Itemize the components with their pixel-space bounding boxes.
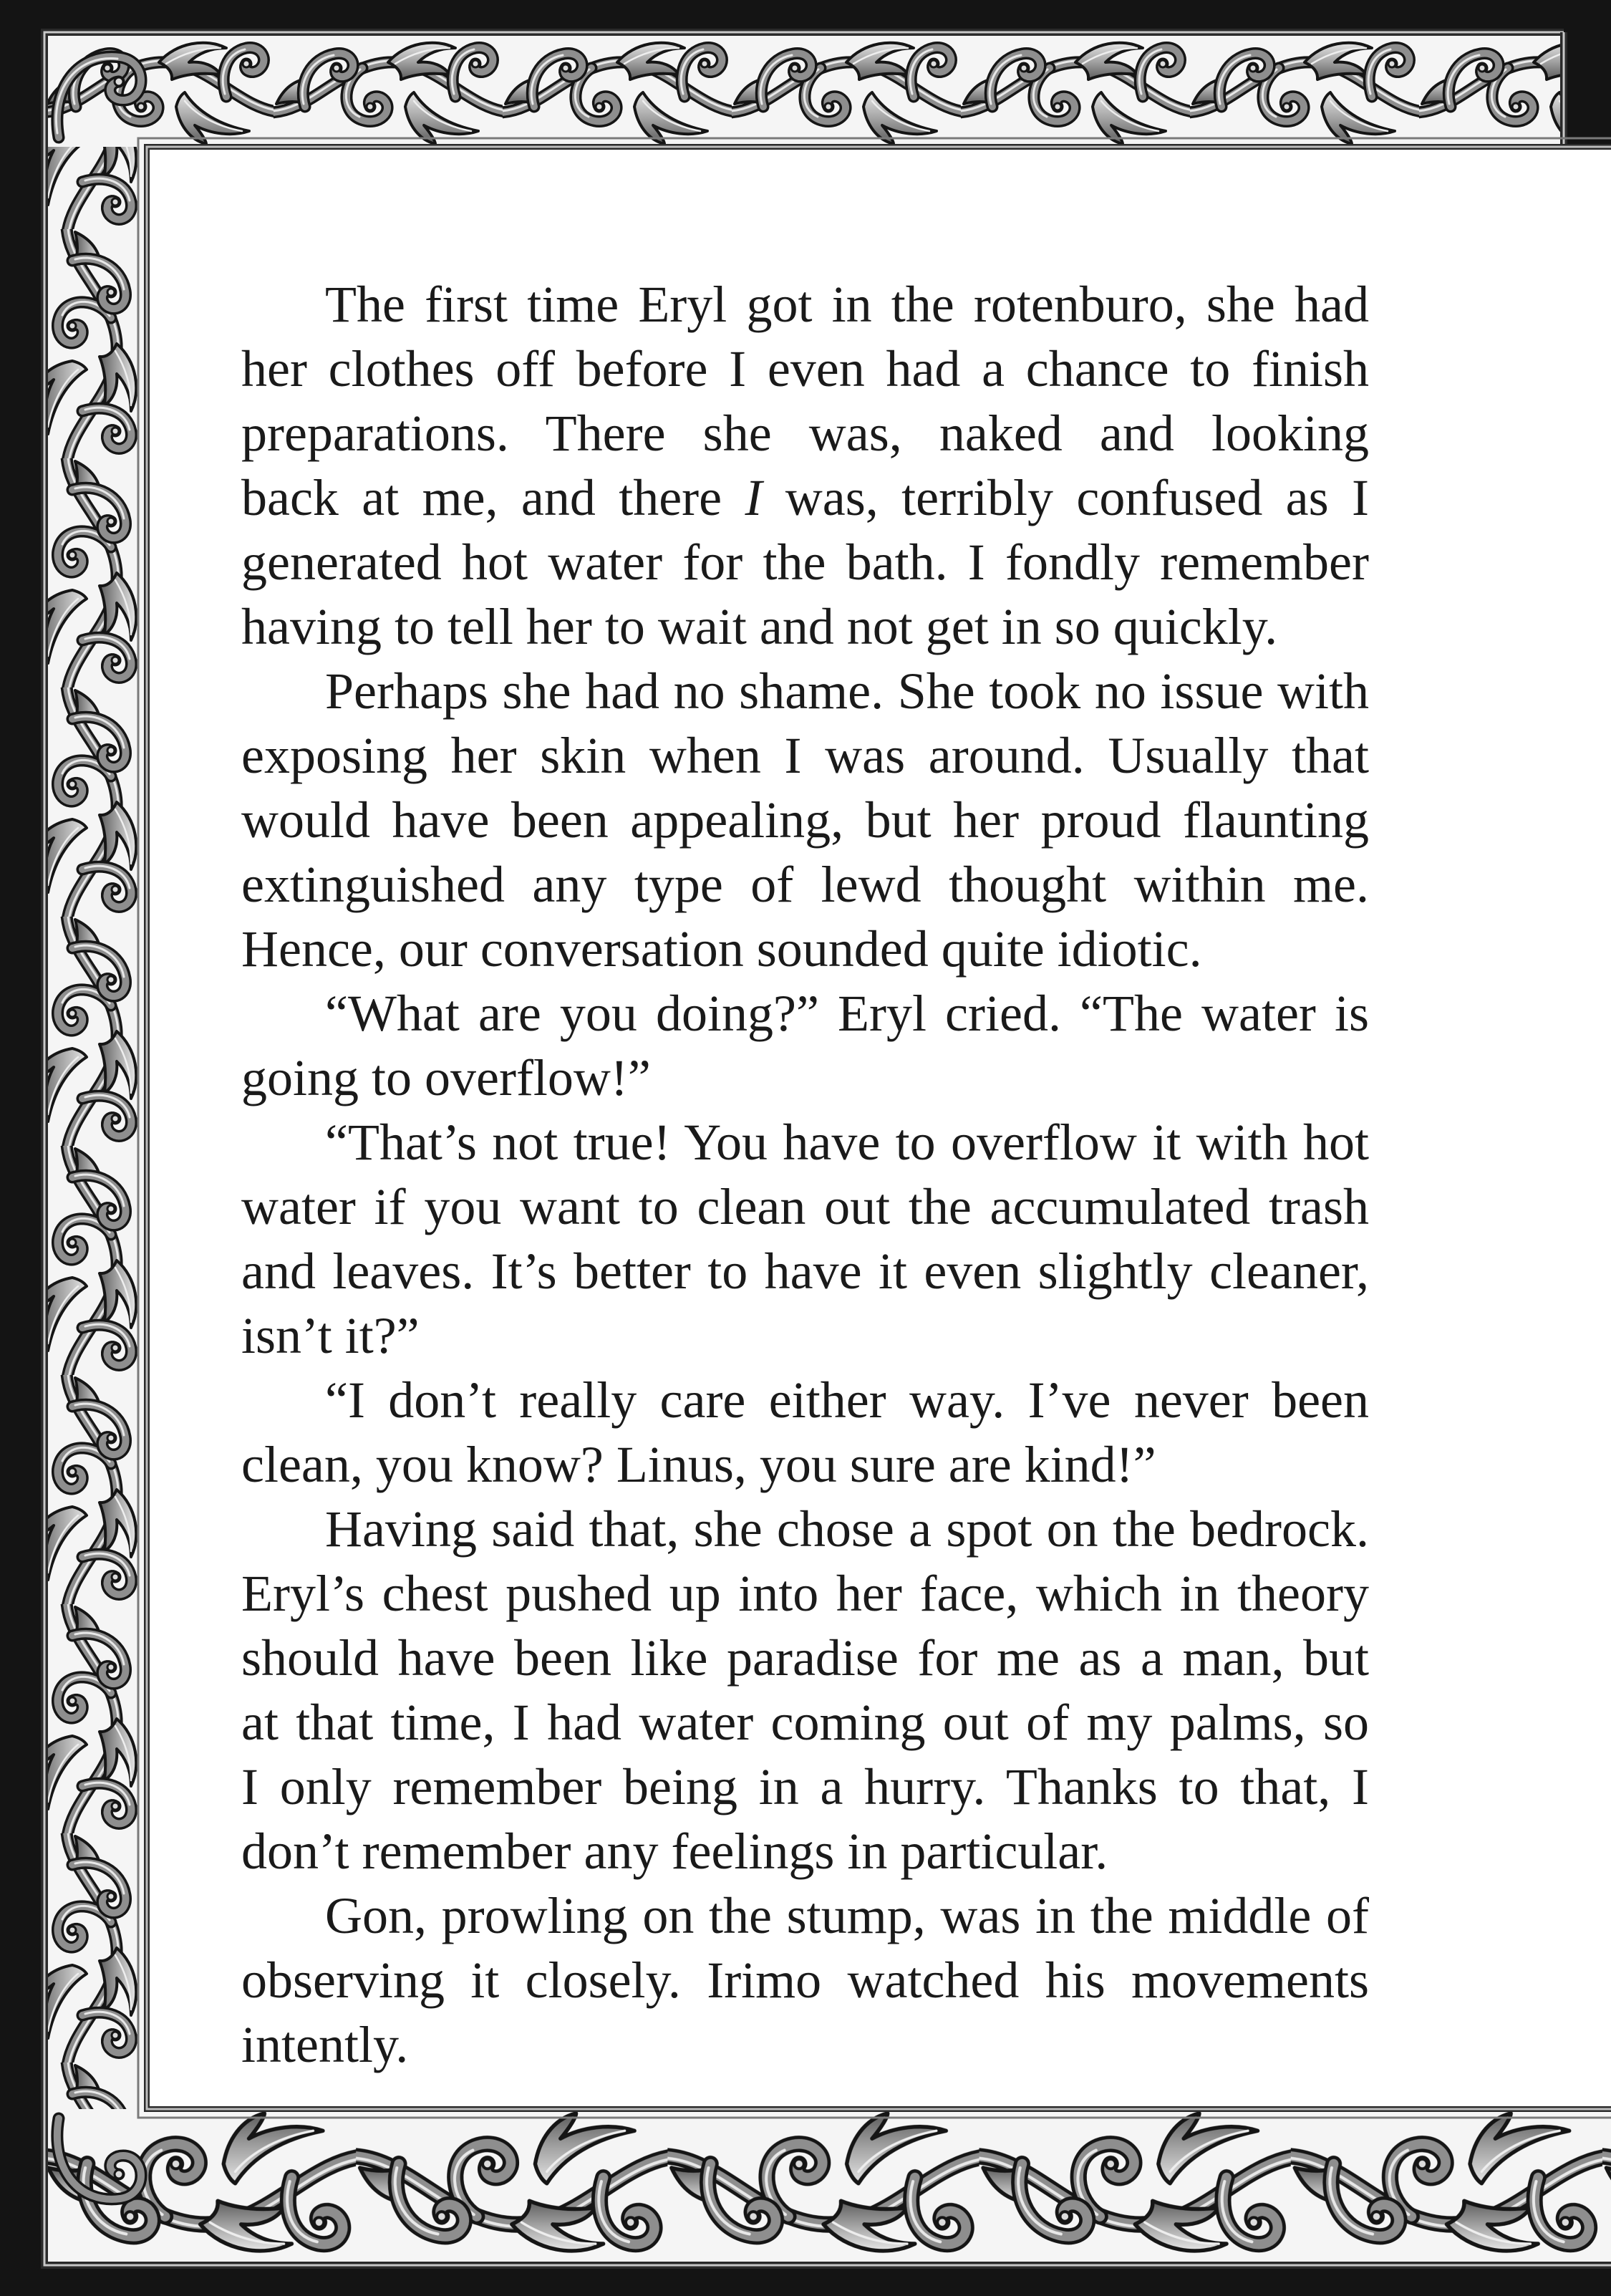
page-text <box>241 272 1369 2077</box>
paragraph <box>241 659 1369 981</box>
text-segment: back at me, and there <box>241 469 745 526</box>
text-line: exposing her skin when I was around. Usually that <box>241 727 1369 784</box>
text-line: Gon, prowling on the stump, was in the middle of <box>325 1887 1369 1944</box>
text-line: Perhaps she had no shame. She took no issue with <box>325 662 1369 720</box>
paragraph <box>241 981 1369 1110</box>
frame-left-band <box>44 147 147 2109</box>
text-line: Having said that, she chose a spot on the bedrock. <box>325 1500 1369 1558</box>
text-line: “What are you doing?” Eryl cried. “The water is <box>325 985 1369 1042</box>
text-line: should have been like paradise for me as a man, but <box>241 1629 1369 1687</box>
text-line: extinguished any type of lewd thought within me. <box>241 856 1369 913</box>
text-line: The first time Eryl got in the rotenburo, she had <box>325 276 1369 333</box>
text-line: clean, you know? Linus, you sure are kind!” <box>241 1436 1156 1493</box>
text-line: going to overflow!” <box>241 1049 651 1106</box>
text-line: her clothes off before I even had a chance to finish <box>241 340 1369 397</box>
text-line: water if you want to clean out the accumulated trash <box>241 1178 1369 1235</box>
paragraph <box>241 1110 1369 1368</box>
paragraph <box>241 1497 1369 1883</box>
text-line: Hence, our conversation sounded quite idiotic. <box>241 920 1202 978</box>
text-line: and leaves. It’s better to have it even slightly cleaner, <box>241 1243 1369 1300</box>
text-line <box>241 466 1369 530</box>
text-line: generated hot water for the bath. I fondly remember <box>241 534 1369 591</box>
text-line: don’t remember any feelings in particular. <box>241 1823 1108 1880</box>
text-line: isn’t it?” <box>241 1307 420 1364</box>
text-line: observing it closely. Irimo watched his movements <box>241 1952 1369 2009</box>
text-line: I only remember being in a hurry. Thanks to that, I <box>241 1758 1369 1815</box>
paragraph <box>241 272 1369 659</box>
text-segment: was, terribly confused as I <box>762 469 1369 526</box>
text-line: “That’s not true! You have to overflow it with hot <box>325 1114 1369 1171</box>
italic-text: I <box>745 469 763 526</box>
text-line: having to tell her to wait and not get in so quickly. <box>241 598 1278 655</box>
text-line: would have been appealing, but her proud flaunting <box>241 791 1369 849</box>
frame-top-band <box>44 32 1564 147</box>
paragraph <box>241 1368 1369 1497</box>
frame-bottom-band <box>44 2109 1611 2265</box>
text-line: preparations. There she was, naked and looking <box>241 405 1369 462</box>
text-line: “I don’t really care either way. I’ve never been <box>325 1371 1369 1429</box>
text-line: at that time, I had water coming out of my palms, so <box>241 1694 1369 1751</box>
text-line: Eryl’s chest pushed up into her face, which in theory <box>241 1565 1369 1622</box>
text-line: intently. <box>241 2016 409 2073</box>
paragraph <box>241 1883 1369 2077</box>
